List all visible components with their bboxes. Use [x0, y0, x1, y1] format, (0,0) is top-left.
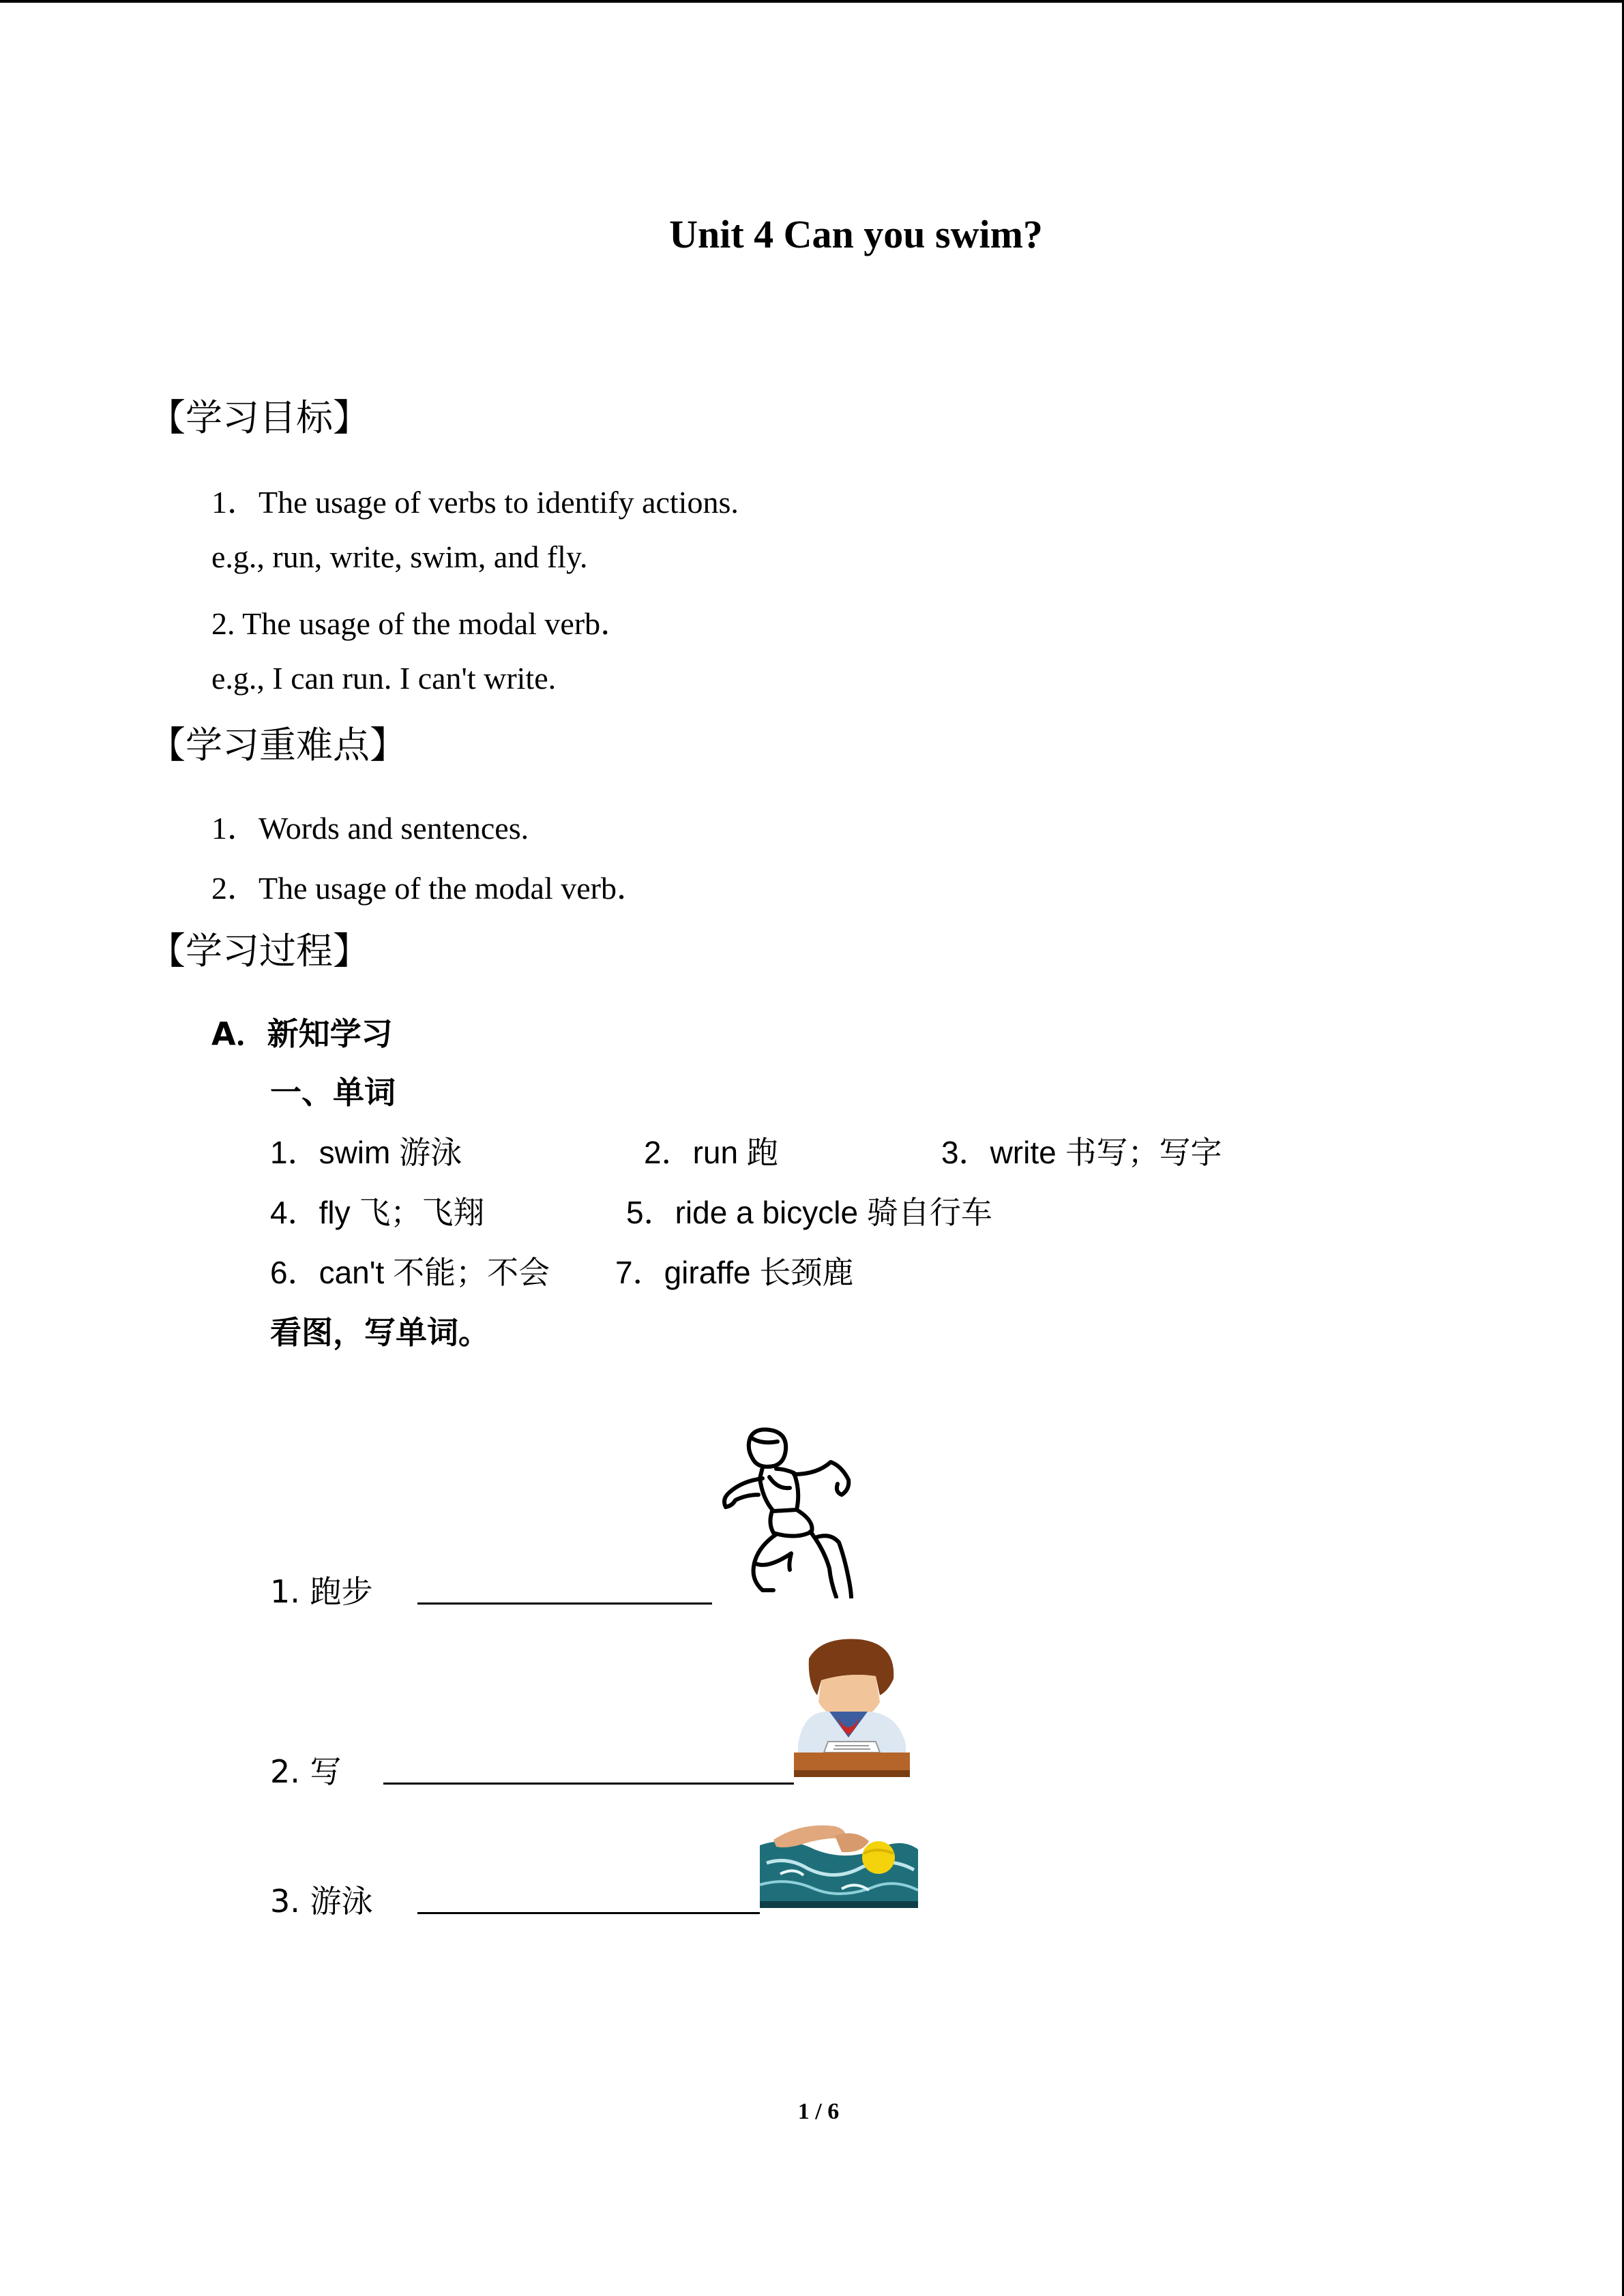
vocab-item: 2．run 跑 [644, 1135, 778, 1170]
part-a-label: A．新知学习 [211, 1015, 393, 1052]
vocab-item: 3．write 书写；写字 [941, 1135, 1222, 1170]
vocab-item: 4．fly 飞；飞翔 [270, 1195, 485, 1230]
exercise-1-label: 1. 跑步 [270, 1573, 373, 1610]
objective-item: e.g., I can run. I can't write. [211, 661, 557, 696]
objective-item: 2. The usage of the modal verb． [211, 606, 632, 641]
page-title: Unit 4 Can you swim? [669, 212, 1043, 256]
key-points-heading: 【学习重难点】 [149, 724, 407, 766]
exercise-3-answer-blank[interactable] [417, 1912, 760, 1914]
key-point-item: 1．Words and sentences. [211, 811, 529, 846]
vocab-item: 7．giraffe 长颈鹿 [615, 1255, 854, 1290]
exercise-1-answer-blank[interactable] [417, 1602, 712, 1605]
page-number: 1 / 6 [797, 2099, 840, 2124]
exercise-2-answer-blank[interactable] [383, 1783, 794, 1785]
objective-item: 1．The usage of verbs to identify actions. [211, 485, 739, 520]
swimmer-icon [760, 1808, 918, 1908]
exercise-2-label: 2. 写 [270, 1753, 342, 1790]
process-heading: 【学习过程】 [149, 929, 370, 972]
vocab-heading: 一、单词 [270, 1074, 396, 1111]
objective-item: e.g., run, write, swim, and fly. [211, 539, 588, 574]
vocab-item: 6．can't 不能；不会 [270, 1255, 550, 1290]
vocab-item: 5．ride a bicycle 骑自行车 [626, 1195, 992, 1230]
exercise-instruction: 看图，写单词。 [270, 1314, 490, 1351]
key-point-item: 2．The usage of the modal verb． [211, 871, 648, 906]
writing-student-icon [794, 1635, 910, 1777]
vocab-item: 1．swim 游泳 [270, 1135, 462, 1170]
objectives-heading: 【学习目标】 [149, 396, 370, 439]
page-top-border [0, 0, 1624, 3]
running-boy-icon [715, 1424, 870, 1598]
exercise-3-label: 3. 游泳 [270, 1883, 373, 1920]
